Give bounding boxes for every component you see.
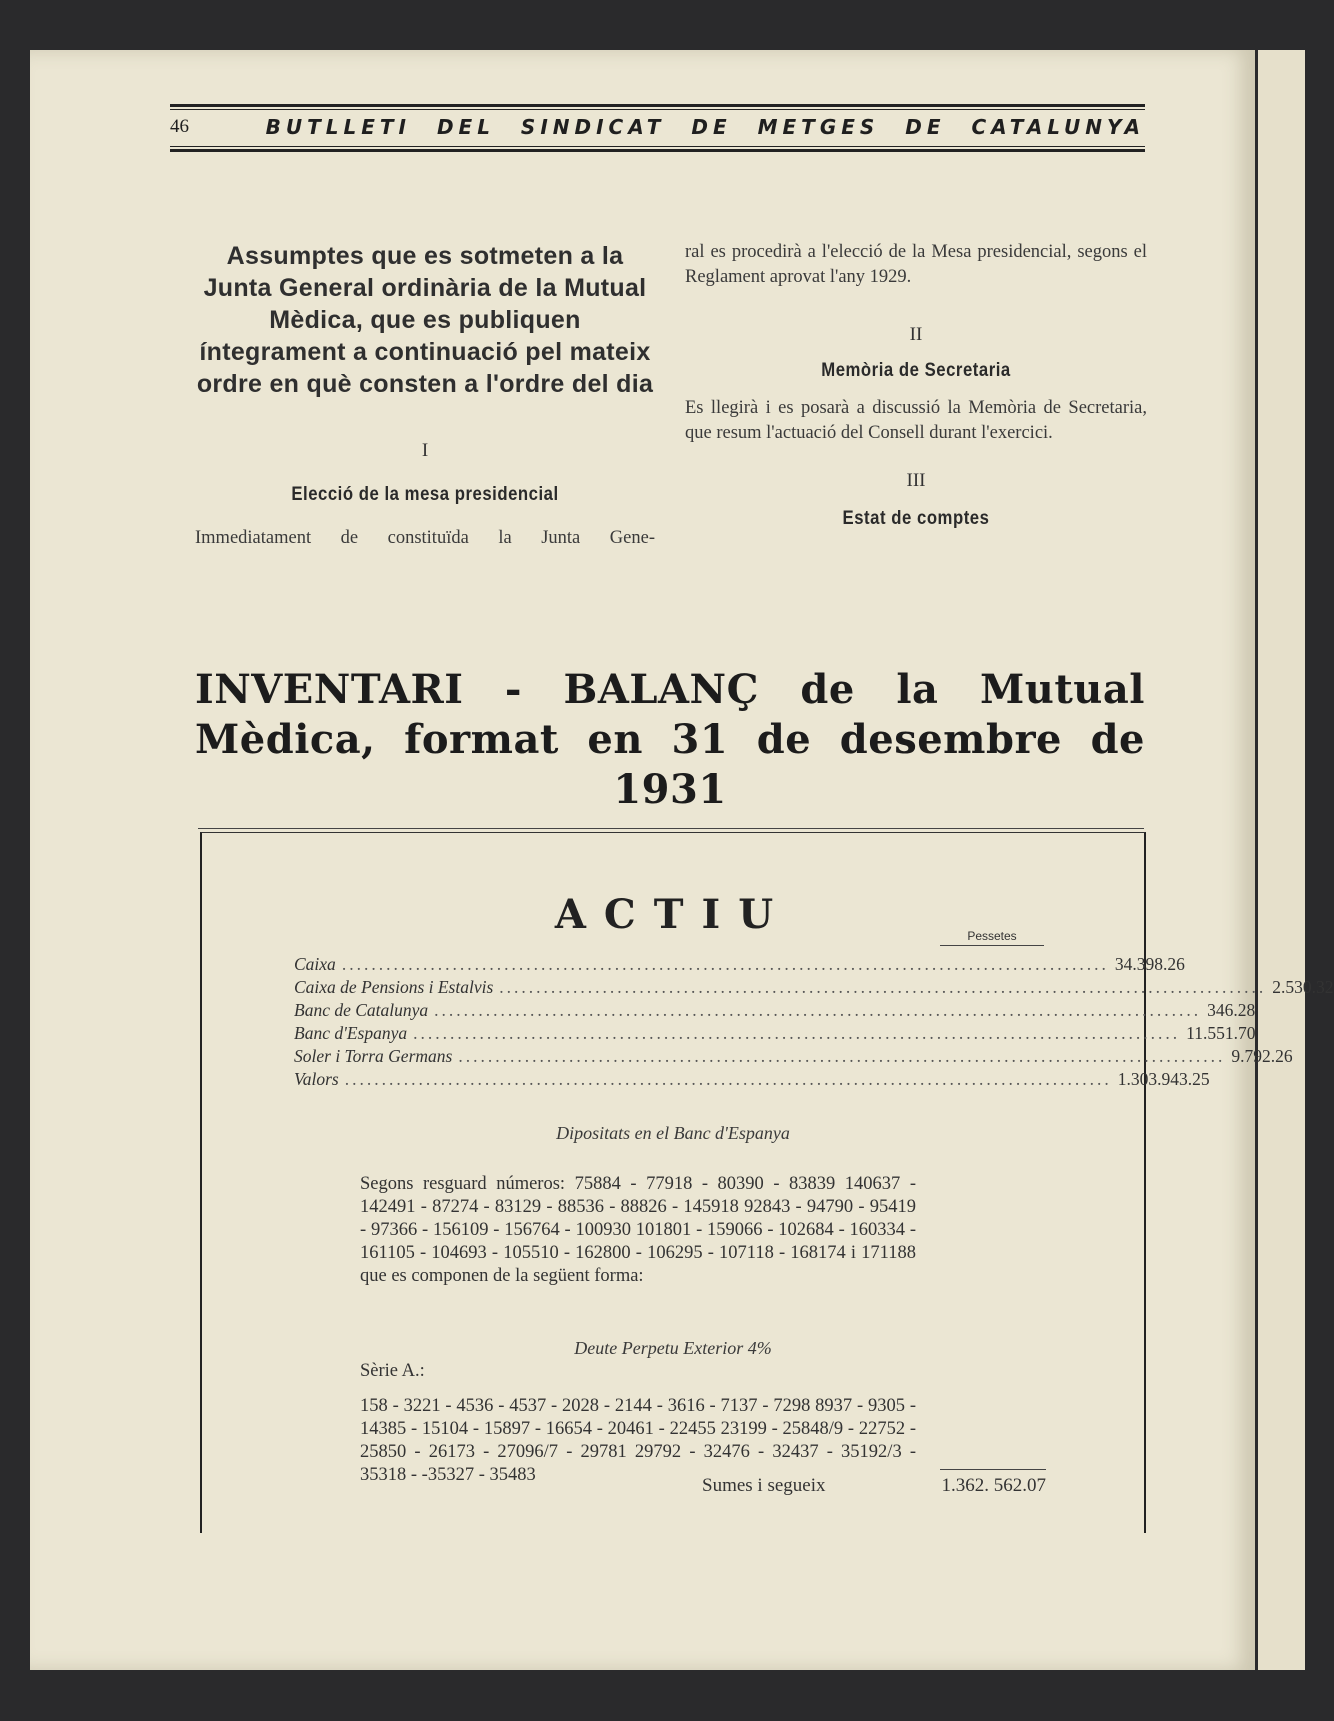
leader-dots: ........................................................................................................ <box>499 977 1267 997</box>
section-number-1: I <box>421 440 429 461</box>
header-rule-bottom-thin <box>170 146 1145 147</box>
leader-dots: ........................................................................................................ <box>458 1046 1226 1066</box>
table-row <box>294 953 1185 975</box>
leader-dots: ........................................................................................................ <box>341 954 1109 974</box>
section-title-3: Estat de comptes <box>842 508 990 529</box>
row-label: Caixa de Pensions i Estalvis <box>294 977 494 997</box>
deposits-title: Dipositats en el Banc d'Espanya <box>556 1123 790 1143</box>
balance-table <box>200 832 1334 1533</box>
deposits-text: Segons resguard números: 75884 - 77918 - 80390 - 83839 140637 - 142491 - 87274 - 83129 - 88536 - 88826 - 145918 92843 - 94790 - 95419 - 97366 - 156109 - 156764 - 100930 101801 - 159066 - 102684 - 160334 - 161105 - 104693 - 105510 - 162800 - 106295 - 107118 - 168174 i 171188 que es componen de la següent forma: <box>360 1174 916 1286</box>
row-value: 1.303.943.25 <box>1117 1069 1210 1089</box>
actiu-heading: ACTIU <box>554 891 792 938</box>
row-value: 2.530.32 <box>1272 977 1334 997</box>
sum-value: 1.362. 562.07 <box>941 1475 1046 1496</box>
section-title-2: Memòria de Secretaria <box>821 360 1011 381</box>
row-value: 346.28 <box>1207 1000 1256 1020</box>
row-value: 11.551.70 <box>1186 1023 1256 1043</box>
section-text-2: Es llegirà i es posarà a discussió la Memòria de Secretaria, que resum l'actuació del Consell durant l'exercici. <box>685 398 1147 443</box>
leader-dots: ........................................................................................................ <box>434 1000 1202 1020</box>
running-header <box>170 112 1145 142</box>
leader-dots: ........................................................................................................ <box>344 1069 1112 1089</box>
agenda-heading: Assumptes que es sotmeten a la Junta General ordinària de la Mutual Mèdica, que es publiquen íntegrament a continuació pel mateix ordre en què consten a l'ordre del dia <box>196 242 654 398</box>
sum-row <box>702 1475 1046 1497</box>
sum-label: Sumes i segueix <box>702 1475 826 1496</box>
left-column <box>195 240 655 551</box>
series-label: Sèrie A.: <box>360 1361 425 1381</box>
row-label: Banc de Catalunya <box>294 1000 429 1020</box>
table-row <box>294 976 1334 998</box>
table-row <box>294 1068 1210 1090</box>
inventory-title: INVENTARI - BALANÇ de la Mutual Mèdica, format en 31 de desembre de 1931 <box>195 666 1145 813</box>
right-column <box>685 240 1147 530</box>
section-text-1-end: ral es procedirà a l'elecció de la Mesa presidencial, segons el Reglament aprovat l'any 1929. <box>685 242 1147 287</box>
page-number: 46 <box>170 116 189 137</box>
table-row <box>294 1022 1256 1044</box>
header-rule-top-thin <box>170 109 1145 110</box>
sum-rule <box>940 1469 1046 1470</box>
section-number-2: II <box>909 324 923 345</box>
row-value: 34.398.26 <box>1114 954 1185 974</box>
row-label: Banc d'Espanya <box>294 1023 408 1043</box>
section-text-1-start: Immediatament de constituïda la Junta Gene- <box>195 528 655 548</box>
row-value: 9.792.26 <box>1231 1046 1293 1066</box>
section-number-3: III <box>906 470 926 491</box>
table-row <box>294 999 1256 1021</box>
table-top-rule <box>198 828 1144 829</box>
header-rule-bottom <box>170 149 1145 152</box>
column-header-pessetes: Pessetes <box>940 929 1044 946</box>
adjacent-page-edge <box>1258 50 1305 1670</box>
row-label: Soler i Torra Germans <box>294 1046 453 1066</box>
series-text: 158 - 3221 - 4536 - 4537 - 2028 - 2144 - 3616 - 7137 - 7298 8937 - 9305 - 14385 - 15104 - 15897 - 16654 - 20461 - 22455 23199 - 25848/9 - 22752 - 25850 - 26173 - 27096/7 - 29781 29792 - 32476 - 32437 - 35192/3 - 35318 - -35327 - 35483 <box>360 1396 916 1485</box>
header-rule-top <box>170 104 1145 107</box>
journal-title: BUTLLETI DEL SINDICAT DE METGES DE CATALUNYA <box>265 115 1145 139</box>
section-title-1: Elecció de la mesa presidencial <box>291 484 559 505</box>
table-row <box>294 1045 1293 1067</box>
leader-dots: ........................................................................................................ <box>413 1023 1181 1043</box>
row-label: Valors <box>294 1069 339 1089</box>
debt-title: Deute Perpetu Exterior 4% <box>574 1338 772 1358</box>
row-label: Caixa <box>294 954 336 974</box>
